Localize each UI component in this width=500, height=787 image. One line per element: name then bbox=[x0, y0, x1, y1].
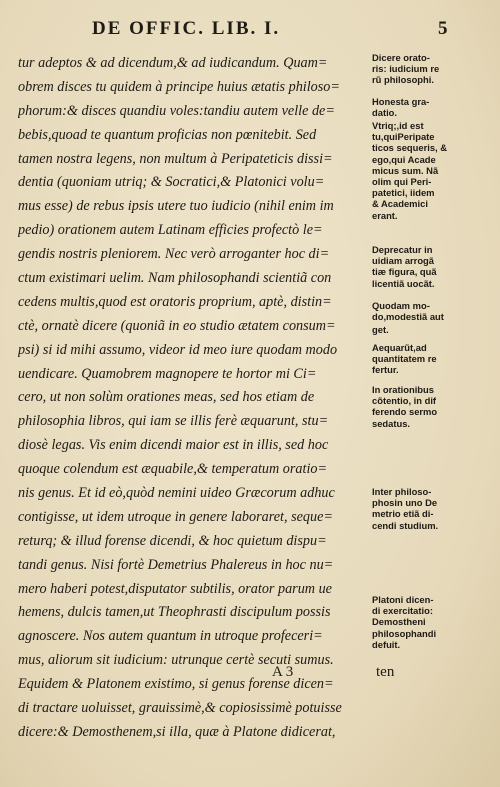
margin-note-line: Deprecatur in bbox=[372, 244, 433, 255]
text-line: dicere:& Demosthenem,si illa, quæ à Platone didicerat, bbox=[18, 723, 336, 740]
margin-note bbox=[372, 300, 464, 322]
text-line: mero haberi potest,disputator subtilis, orator parum ue bbox=[18, 580, 332, 597]
text-line: agnoscere. Nos autem quantum in utroque profeceri= bbox=[18, 628, 323, 645]
text-line: obrem disces tu quidem à principe huius ætatis philoso= bbox=[18, 78, 340, 95]
margin-note bbox=[372, 120, 464, 221]
margin-note-line: cendi studium. bbox=[372, 519, 439, 531]
margin-note-line: ticos sequeris, & bbox=[372, 142, 448, 154]
margin-note-line: philosophandi bbox=[372, 627, 437, 639]
margin-note-line: Honesta gra- bbox=[372, 96, 430, 107]
margin-note-line: do,modestiã aut bbox=[372, 311, 444, 323]
margin-note-line: tu,quiPeripate bbox=[372, 131, 435, 143]
signature-mark: A 3 bbox=[272, 664, 294, 680]
text-line: gendis nostris pleniorem. Nec verò arroganter hoc di= bbox=[18, 246, 330, 263]
text-line: hemens, dulcis tamen,ut Theophrasti discipulum possis bbox=[18, 604, 331, 621]
margin-note-line: Quodam mo- bbox=[372, 300, 430, 311]
margin-note-line: fertur. bbox=[372, 364, 399, 376]
margin-note bbox=[372, 96, 464, 118]
margin-note-line: tiæ figura, quã bbox=[372, 266, 437, 278]
margin-note bbox=[372, 384, 464, 429]
text-line: quoque colendum est æquabile,& temperatum oratio= bbox=[18, 461, 328, 478]
text-line: ctum existimari uelim. Nam philosophandi scientiã con bbox=[18, 270, 332, 287]
text-line: ctè, ornatè dicere (quoniã in eo studio ætatem consum= bbox=[18, 317, 336, 334]
margin-note-line: erant. bbox=[372, 209, 398, 221]
margin-note-line: Demostheni bbox=[372, 616, 426, 628]
margin-note-line: Inter philoso- bbox=[372, 486, 432, 497]
text-line: mus, aliorum sit iudicium: utrunque certè secuti sumus. bbox=[18, 652, 334, 669]
margin-note-line: patetici, iidem bbox=[372, 187, 435, 199]
margin-note-line: sedatus. bbox=[372, 417, 411, 429]
main-text bbox=[18, 52, 374, 745]
text-line: tandi genus. Nisi fortè Demetrius Phalereus in hoc nu= bbox=[18, 556, 334, 573]
margin-note-line: Dicere orato- bbox=[372, 52, 430, 63]
text-line: pedio) orationem autem Latinam efficies profectò le= bbox=[18, 222, 323, 239]
text-line: cero, ut non solùm orationes meas, sed hos etiam de bbox=[18, 389, 315, 406]
text-line: diosè legas. Vis enim dicendi maior est in illis, sed hoc bbox=[18, 437, 329, 454]
text-line: phorum:& disces quandiu voles:tandiu autem velle de= bbox=[18, 102, 335, 119]
margin-note-line: di exercitatio: bbox=[372, 605, 433, 617]
margin-note-line: ris: iudicium re bbox=[372, 63, 440, 75]
margin-note-line: ego,qui Acade bbox=[372, 153, 436, 165]
margin-note bbox=[372, 324, 464, 335]
margin-note-line: Platoni dicen- bbox=[372, 594, 434, 605]
text-line: tur adeptos & ad dicendum,& ad iudicandum. Quam= bbox=[18, 55, 328, 71]
margin-note bbox=[372, 244, 464, 289]
text-line: psi) si id mihi assumo, videor id meo iure quodam modo bbox=[18, 341, 338, 358]
page-number: 5 bbox=[438, 18, 448, 39]
margin-note-line: licentiã uocãt. bbox=[372, 277, 435, 289]
margin-note bbox=[372, 52, 464, 86]
margin-note-line: olim qui Peri- bbox=[372, 176, 432, 188]
margin-note-line: phosin uno De bbox=[372, 497, 438, 509]
text-line: dentia (quoniam utriq; & Socratici,& Platonici volu= bbox=[18, 174, 325, 191]
margin-note-line: uidiam arrogã bbox=[372, 255, 434, 267]
margin-note bbox=[372, 342, 464, 376]
margin-note bbox=[372, 594, 464, 650]
margin-note-line: cõtentio, in dif bbox=[372, 395, 437, 407]
margin-note-line: datio. bbox=[372, 107, 397, 119]
margin-note-line: & Academici bbox=[372, 198, 428, 210]
text-line: nis genus. Et id eò,quòd nemini uideo Græcorum adhuc bbox=[18, 485, 335, 502]
margin-note-line: defuit. bbox=[372, 638, 401, 650]
text-line: contigisse, ut idem utroque in genere laboraret, seque= bbox=[18, 508, 333, 525]
text-line: Equidem & Platonem existimo, si genus forense dicen= bbox=[18, 676, 334, 693]
running-head: DE OFFIC. LIB. I. bbox=[92, 18, 281, 39]
margin-note-line: ferendo sermo bbox=[372, 406, 438, 418]
margin-note-line: Aequarũt,ad bbox=[372, 342, 427, 353]
text-line: returq; & illud forense dicendi, & hoc quietum dispu= bbox=[18, 532, 327, 549]
margin-note-line: rũ philosophi. bbox=[372, 74, 434, 86]
margin-note-line: get. bbox=[372, 324, 389, 335]
text-line: philosophia libros, qui iam se illis ferè æquarunt, stu= bbox=[18, 413, 329, 430]
text-line: bebis,quoad te quantum proficias non pœnitebit. Sed bbox=[18, 126, 317, 143]
margin-note-line: metrio etiã di- bbox=[372, 508, 434, 520]
margin-note-line: Vtriq;,id est bbox=[372, 120, 424, 131]
text-line: uendicare. Quamobrem magnopere te hortor mi Ci= bbox=[18, 365, 317, 382]
margin-note-line: micus sum. Nã bbox=[372, 164, 439, 176]
margin-note-line: quantitatem re bbox=[372, 353, 437, 365]
text-line: cedens multis,quod est oratoris proprium, aptè, distin= bbox=[18, 293, 332, 310]
margin-note bbox=[372, 486, 464, 531]
catchword: ten bbox=[376, 664, 395, 680]
text-line: tamen nostra legens, non multum à Peripateticis dissi= bbox=[18, 150, 333, 167]
margin-note-line: In orationibus bbox=[372, 384, 434, 395]
text-line: di tractare uoluisset, grauissimè,& copiosissimè potuisse bbox=[18, 700, 342, 717]
text-line: mus esse) de rebus ipsis utere tuo iudicio (nihil enim im bbox=[18, 198, 334, 215]
